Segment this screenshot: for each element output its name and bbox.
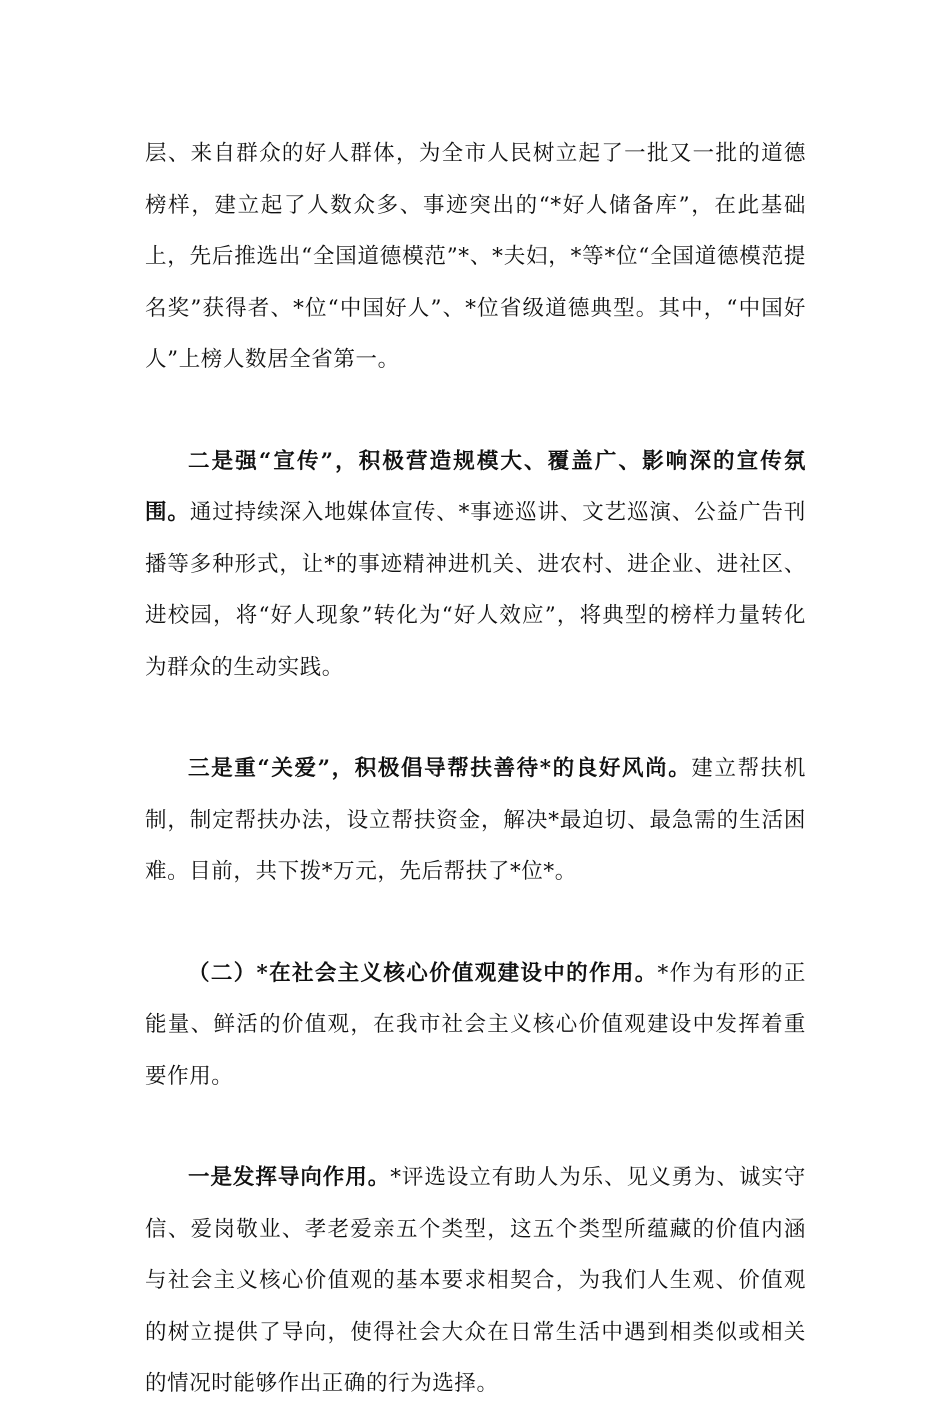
paragraph-1-text: 层、来自群众的好人群体，为全市人民树立起了一批又一批的道德榜样，建立起了人数众多、事迹突出的“*好人储备库”，在此基础上，先后推选出“全国道德模范”*、*夫妇，*等*位“全国道德模范提名奖”获得者、*位“中国好人”、*位省级道德典型。其中，“中国好人”上榜人数居全省第一。 xyxy=(145,141,806,372)
paragraph-2-heading: 二是强“宣传”，积极营造规模大、覆盖广、影响深的宣传氛围。 xyxy=(145,448,806,525)
paragraph-1 xyxy=(145,128,806,386)
paragraph-4-text: *作为有形的正能量、鲜活的价值观，在我市社会主义核心价值观建设中发挥着重要作用。 xyxy=(145,960,806,1089)
paragraph-3-heading: 三是重“关爱”，积极倡导帮扶善待*的良好风尚。 xyxy=(188,756,692,781)
paragraph-3-text: 建立帮扶机制，制定帮扶办法，设立帮扶资金，解决*最迫切、最急需的生活困难。目前，共下拨*万元，先后帮扶了*位*。 xyxy=(145,756,806,884)
paragraph-4-heading: （二）*在社会主义核心价值观建设中的作用。 xyxy=(188,960,658,986)
document-body xyxy=(145,128,806,1410)
paragraph-3 xyxy=(145,743,806,898)
paragraph-2-text: 通过持续深入地媒体宣传、*事迹巡讲、文艺巡演、公益广告刊播等多种形式，让*的事迹精神进机关、进农村、进企业、进社区、进校园，将“好人现象”转化为“好人效应”，将典型的榜样力量转化为群众的生动实践。 xyxy=(145,500,806,680)
paragraph-5-heading: 一是发挥导向作用。 xyxy=(188,1165,391,1190)
paragraph-4 xyxy=(145,948,806,1103)
paragraph-5 xyxy=(145,1152,806,1410)
paragraph-2 xyxy=(145,436,806,694)
paragraph-5-text: *评选设立有助人为乐、见义勇为、诚实守信、爱岗敬业、孝老爱亲五个类型，这五个类型所蕴藏的价值内涵与社会主义核心价值观的基本要求相契合，为我们人生观、价值观的树立提供了导向，使得社会大众在日常生活中遇到相类似或相关的情况时能够作出正确的行为选择。 xyxy=(145,1165,806,1396)
